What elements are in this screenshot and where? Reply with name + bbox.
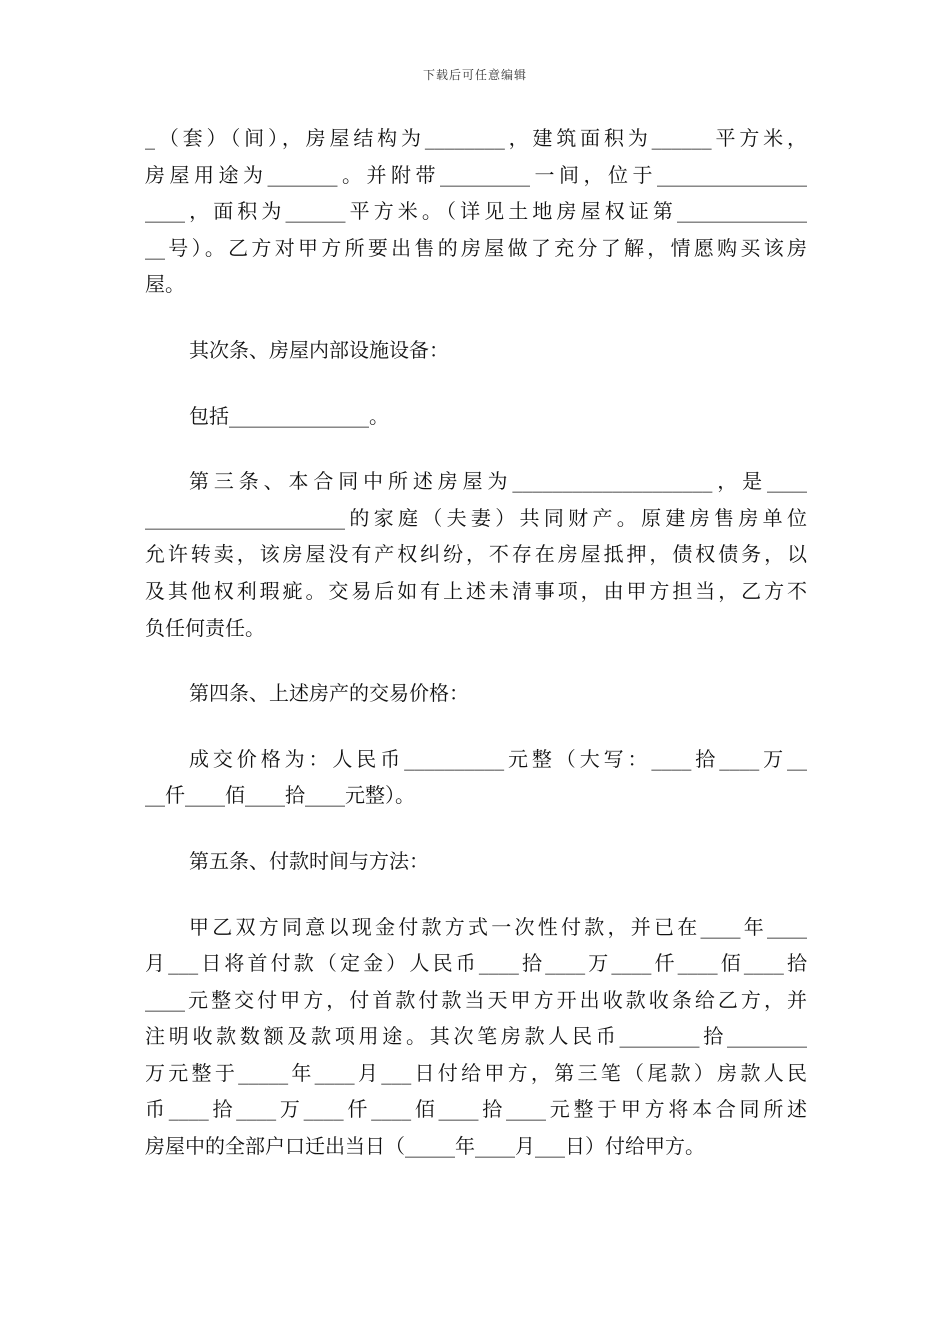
paragraph-gap [145,434,807,463]
page-header-note: 下载后可任意编辑 [422,68,527,82]
text-line: 注明收款数额及款项用途。其次笔房款人民币________拾________ [145,1024,807,1049]
text-line: 房屋用途为_______。并附带_________一间，位于_______________ [145,162,807,187]
contract-body [145,120,807,1165]
clause-heading-text: 第四条、上述房产的交易价格： [189,681,469,706]
text-line: __仟____佰____拾____元整）。 [145,783,415,808]
text-line: 及其他权利瑕疵。交易后如有上述未清事项，由甲方担当，乙方不 [145,578,807,603]
text-line: ____，面积为______平方米。（详见土地房屋权证第_____________ [145,199,807,224]
clause4-body [145,741,807,814]
text-line: 屋。 [145,272,185,297]
text-line: _（套）（间），房屋结构为________，建筑面积为______平方米， [145,126,807,150]
clause2-heading [145,332,807,369]
clause-heading-text: 其次条、房屋内部设施设备： [189,337,449,362]
clause-heading-text: 第五条、付款时间与方法： [189,848,429,873]
paragraph-gap [145,646,807,675]
clause3 [145,463,807,646]
paragraph-gap [145,303,807,332]
clause1-continuation [145,120,807,303]
paragraph-gap [145,369,807,398]
text-line: 月___日将首付款（定金）人民币____拾____万____仟____佰____拾 [145,951,807,976]
text-line: ____元整交付甲方，付首款付款当天甲方开出收款收条给乙方，并 [145,987,807,1012]
paragraph-gap [145,712,807,741]
clause5-heading [145,843,807,880]
paragraph-gap [145,880,807,909]
text-line: ____________________的家庭（夫妻）共同财产。原建房售房单位 [145,505,807,530]
text-line: 负任何责任。 [145,615,265,640]
text-line: 第三条、本合同中所述房屋为____________________，是____ [189,469,807,494]
text-line: 房屋中的全部户口迁出当日（_____年____月___日）付给甲方。 [145,1134,705,1159]
text-line: 包括______________。 [189,403,389,428]
text-line: 万元整于_____年____月___日付给甲方，第三笔（尾款）房款人民 [145,1060,807,1085]
clause5-body [145,909,807,1165]
clause2-body [145,398,807,435]
paragraph-gap [145,814,807,843]
clause4-heading [145,675,807,712]
text-line: 甲乙双方同意以现金付款方式一次性付款，并已在____年____ [189,914,807,939]
text-line: 成交价格为：人民币__________元整（大写：____拾____万__ [189,746,807,771]
text-line: 允许转卖，该房屋没有产权纠纷，不存在房屋抵押，债权债务，以 [145,542,807,567]
text-line: 币____拾____万____仟____佰____拾____元整于甲方将本合同所述 [145,1097,807,1122]
text-line: __号）。乙方对甲方所要出售的房屋做了充分了解，情愿购买该房 [145,235,807,260]
